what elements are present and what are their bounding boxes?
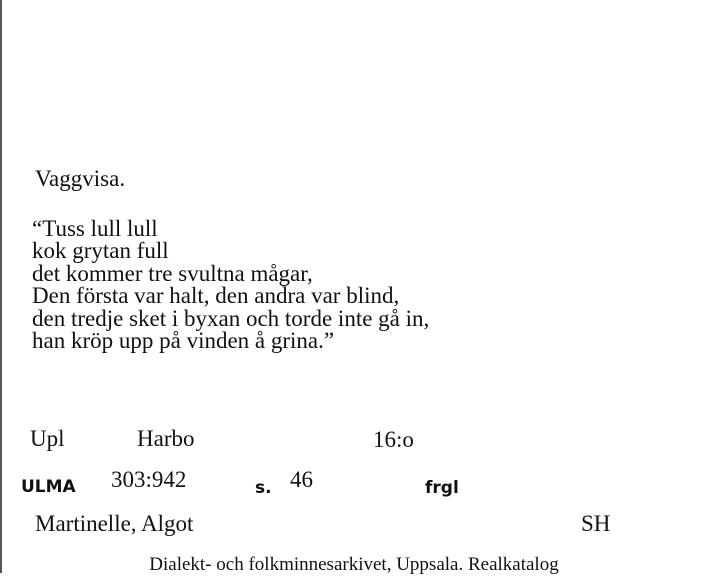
poem-text (32, 218, 429, 352)
page-number: 46 (290, 467, 313, 492)
parish-label: Harbo (137, 426, 195, 451)
map-reference: 16:o (373, 427, 414, 452)
poem-line: han kröp upp på vinden å grina.” (32, 328, 335, 354)
initials: SH (581, 511, 611, 536)
poem-line: det kommer tre svultna mågar, (32, 260, 313, 286)
collector-name: Martinelle, Algot (35, 511, 194, 536)
card-left-edge (0, 0, 2, 573)
poem-line: kok grytan full (32, 238, 169, 264)
poem-line: “Tuss lull lull (32, 216, 158, 241)
poem-line: Den första var halt, den andra var blind, (32, 283, 400, 309)
poem-line: den tredje sket i byxan och torde inte gå in, (32, 305, 430, 331)
archive-label: ULMA (21, 477, 76, 497)
province-label: Upl (30, 426, 65, 451)
category-code: frgl (425, 478, 459, 498)
card-title: Vaggvisa. (35, 166, 126, 191)
page-label: s. (255, 478, 272, 498)
archive-footer: Dialekt- och folkminnesarkivet, Uppsala. Realkatalog (149, 554, 559, 575)
archive-number: 303:942 (111, 467, 187, 492)
